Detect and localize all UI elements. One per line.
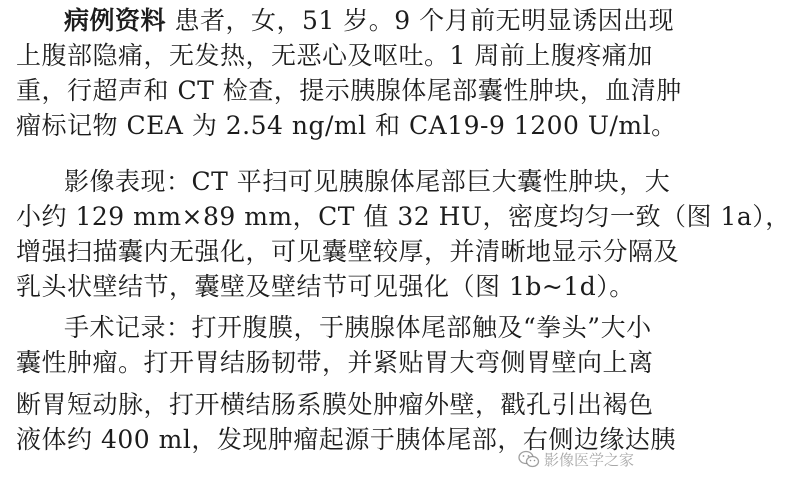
case-line-1: [64, 4, 675, 38]
case-line-4: 瘤标记物 CEA 为 2.54 ng/ml 和 CA19-9 1200 U/ml。: [16, 111, 677, 140]
case-line-2: 上腹部隐痛，无发热，无恶心及呕吐。1 周前上腹疼痛加: [16, 41, 653, 70]
surgery-line-3: 断胃短动脉，打开横结肠系膜处肿瘤外壁，戳孔引出褐色: [16, 390, 654, 419]
imaging-line-1: 影像表现：CT 平扫可见胰腺体尾部巨大囊性肿块，大: [64, 167, 671, 196]
section-title-case: 病例资料: [64, 6, 167, 35]
imaging-line-3: 增强扫描囊内无强化，可见囊壁较厚，并清晰地显示分隔及: [16, 237, 680, 266]
imaging-line-4: 乳头状壁结节，囊壁及壁结节可见强化（图 1b~1d）。: [16, 272, 635, 301]
surgery-line-4: 液体约 400 ml，发现肿瘤起源于胰体尾部，右侧边缘达胰: [16, 425, 676, 454]
surgery-line-1: 手术记录：打开腹膜，于胰腺体尾部触及“拳头”大小: [64, 313, 652, 342]
watermark-text: 影像医学之家: [543, 450, 634, 469]
case-text-1: 患者，女，51 岁。9 个月前无明显诱因出现: [174, 6, 675, 35]
imaging-line-2: 小约 129 mm×89 mm，CT 值 32 HU，密度均匀一致（图 1a），: [16, 202, 791, 231]
watermark: [518, 446, 634, 472]
wechat-icon: [518, 450, 540, 468]
case-line-3: 重，行超声和 CT 检查，提示胰腺体尾部囊性肿块，血清肿: [16, 76, 682, 105]
surgery-line-2: 囊性肿瘤。打开胃结肠韧带，并紧贴胃大弯侧胃壁向上离: [16, 348, 654, 377]
